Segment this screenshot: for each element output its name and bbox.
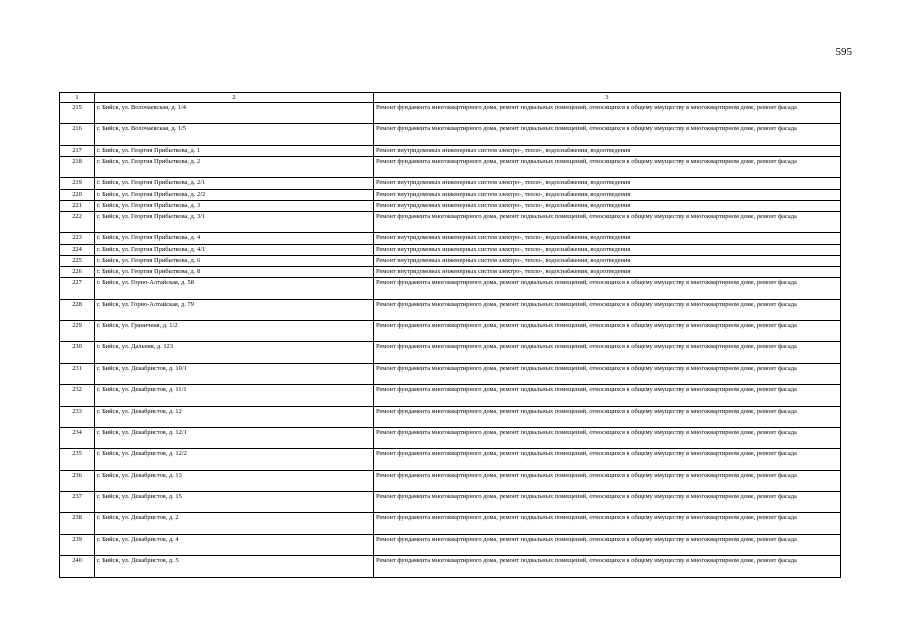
table-row [60, 145, 841, 156]
page-number: 595 [835, 46, 852, 58]
row-work-cell: Ремонт внутридомовых инженерных систем электро-, тепло-, водоснабжения, водоотведения [374, 233, 841, 244]
row-work-cell: Ремонт фундамента многоквартирного дома, ремонт подвальных помещений, относящихся к общему имуществу в многоквартирном доме, ремонт фасада [374, 320, 841, 341]
row-number-cell: 219 [60, 178, 95, 189]
row-number-cell: 227 [60, 278, 95, 299]
row-address-cell: г. Бийск, ул. Георгия Прибыткова, д. 4/1 [95, 244, 374, 255]
row-number-cell: 230 [60, 342, 95, 363]
table-row [60, 470, 841, 491]
row-work-cell: Ремонт внутридомовых инженерных систем электро-, тепло-, водоснабжения, водоотведения [374, 244, 841, 255]
row-number-cell: 235 [60, 449, 95, 470]
row-number-cell: 222 [60, 211, 95, 232]
table-row [60, 534, 841, 555]
row-work-cell: Ремонт внутридомовых инженерных систем электро-, тепло-, водоснабжения, водоотведения [374, 200, 841, 211]
row-work-cell: Ремонт фундамента многоквартирного дома, ремонт подвальных помещений, относящихся к общему имуществу в многоквартирном доме, ремонт фасада [374, 278, 841, 299]
row-work-cell: Ремонт фундамента многоквартирного дома, ремонт подвальных помещений, относящихся к общему имуществу в многоквартирном доме, ремонт фасада [374, 299, 841, 320]
table-row [60, 211, 841, 232]
row-work-cell: Ремонт фундамента многоквартирного дома, ремонт подвальных помещений, относящихся к общему имуществу в многоквартирном доме, ремонт фасада [374, 342, 841, 363]
row-number-cell: 225 [60, 255, 95, 266]
table-row [60, 449, 841, 470]
table-row [60, 124, 841, 145]
row-number-cell: 215 [60, 103, 95, 124]
row-number-cell: 218 [60, 156, 95, 177]
table-row [60, 156, 841, 177]
row-address-cell: г. Бийск, ул. Волочаевская, д. 1/4 [95, 103, 374, 124]
row-number-cell: 220 [60, 189, 95, 200]
row-work-cell: Ремонт фундамента многоквартирного дома, ремонт подвальных помещений, относящихся к общему имуществу в многоквартирном доме, ремонт фасада [374, 156, 841, 177]
works-table-body [60, 93, 841, 578]
table-row [60, 299, 841, 320]
row-address-cell: г. Бийск, ул. Георгия Прибыткова, д. 2/1 [95, 178, 374, 189]
row-number-cell: 217 [60, 145, 95, 156]
row-address-cell: г. Бийск, ул. Георгия Прибыткова, д. 6 [95, 255, 374, 266]
row-work-cell: Ремонт внутридомовых инженерных систем электро-, тепло-, водоснабжения, водоотведения [374, 145, 841, 156]
row-address-cell: г. Бийск, ул. Декабристов, д. 2 [95, 513, 374, 534]
row-work-cell: Ремонт внутридомовых инженерных систем электро-, тепло-, водоснабжения, водоотведения [374, 255, 841, 266]
table-row [60, 363, 841, 384]
table-row [60, 103, 841, 124]
row-address-cell: г. Бийск, ул. Георгия Прибыткова, д. 3/1 [95, 211, 374, 232]
table-row [60, 233, 841, 244]
row-work-cell: Ремонт фундамента многоквартирного дома, ремонт подвальных помещений, относящихся к общему имуществу в многоквартирном доме, ремонт фасада [374, 427, 841, 448]
table-row [60, 385, 841, 406]
row-number-cell: 238 [60, 513, 95, 534]
row-address-cell: г. Бийск, ул. Декабристов, д. 12/2 [95, 449, 374, 470]
row-address-cell: г. Бийск, ул. Декабристов, д. 5 [95, 556, 374, 577]
row-number-cell: 226 [60, 266, 95, 277]
table-row [60, 427, 841, 448]
row-address-cell: г. Бийск, ул. Декабристов, д. 4 [95, 534, 374, 555]
row-address-cell: г. Бийск, ул. Горно-Алтайская, д. 79 [95, 299, 374, 320]
table-header-row [60, 93, 841, 103]
row-number-cell: 237 [60, 492, 95, 513]
table-row [60, 492, 841, 513]
table-row [60, 200, 841, 211]
row-work-cell: Ремонт фундамента многоквартирного дома, ремонт подвальных помещений, относящихся к общему имуществу в многоквартирном доме, ремонт фасада [374, 556, 841, 577]
row-work-cell: Ремонт фундамента многоквартирного дома, ремонт подвальных помещений, относящихся к общему имуществу в многоквартирном доме, ремонт фасада [374, 492, 841, 513]
header-cell-address: 2 [95, 93, 374, 103]
row-work-cell: Ремонт фундамента многоквартирного дома, ремонт подвальных помещений, относящихся к общему имуществу в многоквартирном доме, ремонт фасада [374, 385, 841, 406]
row-address-cell: г. Бийск, ул. Декабристов, д. 11/1 [95, 385, 374, 406]
row-address-cell: г. Бийск, ул. Декабристов, д. 13 [95, 470, 374, 491]
row-work-cell: Ремонт внутридомовых инженерных систем электро-, тепло-, водоснабжения, водоотведения [374, 178, 841, 189]
row-work-cell: Ремонт фундамента многоквартирного дома, ремонт подвальных помещений, относящихся к общему имуществу в многоквартирном доме, ремонт фасада [374, 513, 841, 534]
row-work-cell: Ремонт фундамента многоквартирного дома, ремонт подвальных помещений, относящихся к общему имуществу в многоквартирном доме, ремонт фасада [374, 124, 841, 145]
row-work-cell: Ремонт внутридомовых инженерных систем электро-, тепло-, водоснабжения, водоотведения [374, 189, 841, 200]
row-address-cell: г. Бийск, ул. Горно-Алтайская, д. 58 [95, 278, 374, 299]
row-number-cell: 228 [60, 299, 95, 320]
row-number-cell: 233 [60, 406, 95, 427]
row-number-cell: 231 [60, 363, 95, 384]
row-address-cell: г. Бийск, ул. Декабристов, д. 10/1 [95, 363, 374, 384]
header-cell-work: 3 [374, 93, 841, 103]
table-row [60, 178, 841, 189]
row-number-cell: 240 [60, 556, 95, 577]
table-row [60, 556, 841, 577]
row-number-cell: 232 [60, 385, 95, 406]
row-address-cell: г. Бийск, ул. Граничная, д. 1/2 [95, 320, 374, 341]
table-row [60, 406, 841, 427]
row-address-cell: г. Бийск, ул. Георгия Прибыткова, д. 4 [95, 233, 374, 244]
table-row [60, 266, 841, 277]
table-row [60, 342, 841, 363]
row-number-cell: 229 [60, 320, 95, 341]
table-row [60, 513, 841, 534]
row-address-cell: г. Бийск, ул. Георгия Прибыткова, д. 8 [95, 266, 374, 277]
row-address-cell: г. Бийск, ул. Георгия Прибыткова, д. 1 [95, 145, 374, 156]
works-table [59, 92, 841, 578]
table-row [60, 244, 841, 255]
row-number-cell: 224 [60, 244, 95, 255]
row-address-cell: г. Бийск, ул. Волочаевская, д. 1/5 [95, 124, 374, 145]
row-number-cell: 239 [60, 534, 95, 555]
row-work-cell: Ремонт фундамента многоквартирного дома, ремонт подвальных помещений, относящихся к общему имуществу в многоквартирном доме, ремонт фасада [374, 406, 841, 427]
row-address-cell: г. Бийск, ул. Георгия Прибыткова, д. 2 [95, 156, 374, 177]
row-address-cell: г. Бийск, ул. Декабристов, д. 12 [95, 406, 374, 427]
table-row [60, 255, 841, 266]
row-address-cell: г. Бийск, ул. Дальняя, д. 123 [95, 342, 374, 363]
row-number-cell: 216 [60, 124, 95, 145]
table-row [60, 189, 841, 200]
row-work-cell: Ремонт фундамента многоквартирного дома, ремонт подвальных помещений, относящихся к общему имуществу в многоквартирном доме, ремонт фасада [374, 211, 841, 232]
row-number-cell: 221 [60, 200, 95, 211]
row-address-cell: г. Бийск, ул. Георгия Прибыткова, д. 3 [95, 200, 374, 211]
row-work-cell: Ремонт фундамента многоквартирного дома, ремонт подвальных помещений, относящихся к общему имуществу в многоквартирном доме, ремонт фасада [374, 534, 841, 555]
row-work-cell: Ремонт фундамента многоквартирного дома, ремонт подвальных помещений, относящихся к общему имуществу в многоквартирном доме, ремонт фасада [374, 470, 841, 491]
table-row [60, 320, 841, 341]
row-address-cell: г. Бийск, ул. Декабристов, д. 12/1 [95, 427, 374, 448]
row-address-cell: г. Бийск, ул. Георгия Прибыткова, д. 2/2 [95, 189, 374, 200]
row-number-cell: 234 [60, 427, 95, 448]
header-cell-number: 1 [60, 93, 95, 103]
row-work-cell: Ремонт внутридомовых инженерных систем электро-, тепло-, водоснабжения, водоотведения [374, 266, 841, 277]
row-work-cell: Ремонт фундамента многоквартирного дома, ремонт подвальных помещений, относящихся к общему имуществу в многоквартирном доме, ремонт фасада [374, 363, 841, 384]
row-work-cell: Ремонт фундамента многоквартирного дома, ремонт подвальных помещений, относящихся к общему имуществу в многоквартирном доме, ремонт фасада [374, 103, 841, 124]
row-number-cell: 236 [60, 470, 95, 491]
table-row [60, 278, 841, 299]
row-number-cell: 223 [60, 233, 95, 244]
row-work-cell: Ремонт фундамента многоквартирного дома, ремонт подвальных помещений, относящихся к общему имуществу в многоквартирном доме, ремонт фасада [374, 449, 841, 470]
row-address-cell: г. Бийск, ул. Декабристов, д. 15 [95, 492, 374, 513]
